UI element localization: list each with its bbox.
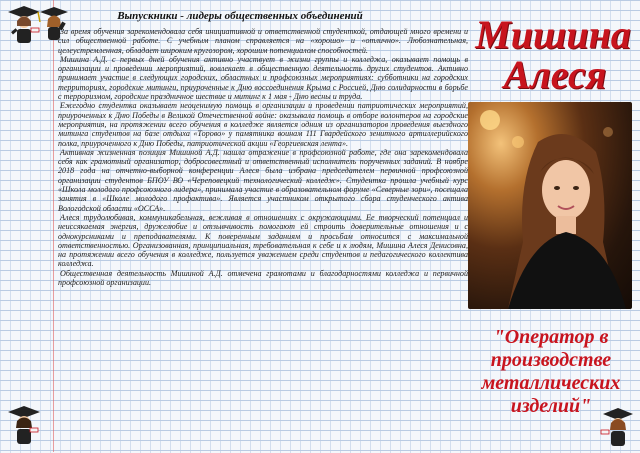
- paragraph: За время обучения зарекомендовала себя инициативной и ответственной студенткой, отдающей много времени и сил общественной работе. С учебным планом справляется на «хорошо» и «отлично». Любознательная, целеустремленная, обладает широким кругозором, хорошим потенциалом способностей.: [58, 27, 468, 55]
- student-surname: Мишина: [475, 12, 631, 57]
- notebook-margin-line: [53, 0, 54, 452]
- student-first-name: Алеся: [503, 52, 607, 97]
- paragraph: Мишина А.Д. с первых дней обучения активно участвует в жизни группы и колледжа, оказывает помощь в организации и проведении мероприятий, вовлекает в общественную деятельность других студентов. Активно принимает участие в следующих городских, областных и профсоюзных мероприятиях: субботники на городских территориях, городские митинги, приуроченные к Дню воссоединения Крыма с Россией, Дню солидарности в борьбе с терроризмом, городские праздничное шествие и митинг к 1 мая - Дню весны и труда.: [58, 54, 468, 102]
- profession-quote: "Оператор в производстве металлических изделий": [481, 326, 621, 417]
- student-photo: [468, 102, 632, 309]
- paragraph: Общественная деятельность Мишиной А.Д. отмечена грамотами и благодарностями колледжа и первичной профсоюзной организации.: [58, 268, 468, 288]
- paragraph: Алеся трудолюбивая, коммуникабельная, вежливая в отношениях с окружающими. Ее творческий потенциал и неиссякаемая энергия, дружелюбие и отзывчивость помогают ей строить доверительные отношения и с однокурсниками и преподавателями. К поверенным заданиям и просьбам относится с максимальной ответственностью. Организованная, принципиальная, требовательная к себе и к людям, Мишина Алеся Денисовна, на протяжении всего обучения в колледже, пользуется уважением среди студентов и педагогического коллектива колледжа.: [58, 212, 468, 269]
- body-text: [58, 27, 468, 445]
- paragraph: Ежегодно студентка оказывает неоценимую помощь в организации и проведении патриотических мероприятий, приуроченных к Дню Победы в Великой Отечественной войне: оказывала помощь в отборе волонтеров на городские мероприятия, на протяжении всего обучения в колледже является одним из организаторов проведения выездного митинга студентов на базе отдыха «Торово» у памятника воинам 111 Гвардейского зенитного артиллерийского полка, приуроченного к Дню Победы, патриотической акции «Георгиевская лента».: [58, 101, 468, 148]
- page-title: Выпускники - лидеры общественных объединений: [117, 10, 363, 22]
- paragraph: Активная жизненная позиция Мишиной А.Д. нашла отражение в профсоюзной работе, где она зарекомендовала себя как грамотный организатор, добросовестный и ответственный исполнитель порученных заданий. В ноябре 2018 года на отчетно-выборной конференции Алеся была избрана председателем первичной профсоюзной организации студентов БПОУ ВО «Череповецкий технологический колледж». Студентка прошла учебный курс «Школа молодого профсоюзного лидера», принимала участие в образовательном форуме «Северные зори», посещала занятия в «Школе молодого профактива». Является участником открытого сбора студенческого актива Вологодской области «ОССА».: [58, 147, 468, 213]
- graduate-icon: [2, 402, 46, 446]
